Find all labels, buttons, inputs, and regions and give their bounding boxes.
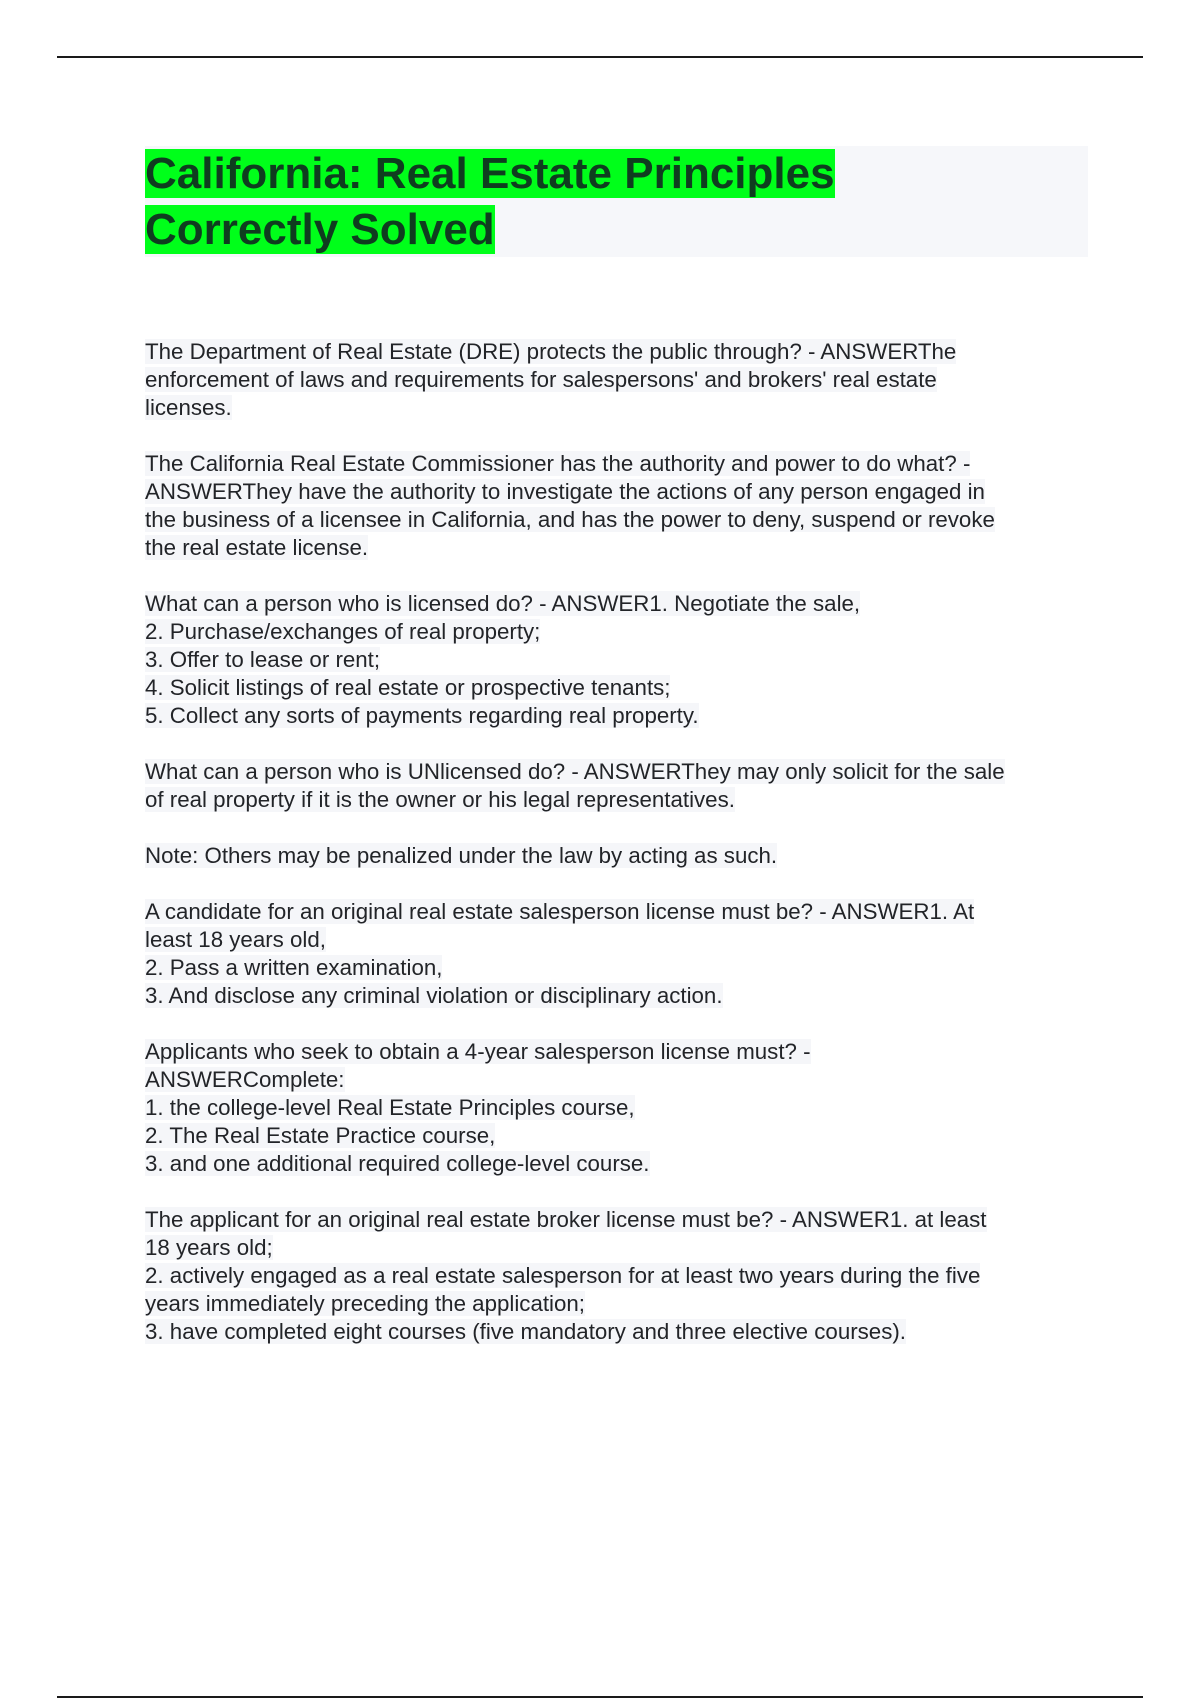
title-line-2: Correctly Solved (145, 205, 495, 254)
qa-line (145, 590, 1095, 618)
qa-line (145, 1122, 1095, 1150)
qa-line (145, 1234, 1095, 1262)
qa-line (145, 1206, 1095, 1234)
qa-line-text: of real property if it is the owner or his legal representatives. (145, 787, 735, 812)
qa-line (145, 646, 1095, 674)
qa-line-text: enforcement of laws and requirements for salespersons' and brokers' real estate (145, 367, 937, 392)
qa-line-text: least 18 years old, (145, 927, 326, 952)
qa-line-text: 2. Purchase/exchanges of real property; (145, 619, 541, 644)
qa-line (145, 954, 1095, 982)
qa-line (145, 338, 1095, 366)
qa-line-text: 2. The Real Estate Practice course, (145, 1123, 496, 1148)
qa-line (145, 1318, 1095, 1346)
qa-line (145, 1150, 1095, 1178)
qa-line-text: 3. And disclose any criminal violation or disciplinary action. (145, 983, 723, 1008)
qa-item (145, 1038, 1095, 1178)
qa-line-text: 3. Offer to lease or rent; (145, 647, 381, 672)
qa-line (145, 926, 1095, 954)
qa-line-text: The Department of Real Estate (DRE) protects the public through? - ANSWERThe (145, 339, 957, 364)
qa-line-text: The applicant for an original real estate broker license must be? - ANSWER1. at least (145, 1207, 987, 1232)
qa-line (145, 842, 1095, 870)
qa-line (145, 394, 1095, 422)
qa-line (145, 1038, 1095, 1066)
qa-item (145, 450, 1095, 562)
title-line-1: California: Real Estate Principles (145, 149, 835, 198)
qa-line (145, 1066, 1095, 1094)
title-block (145, 146, 1088, 257)
qa-line-text: 3. have completed eight courses (five mandatory and three elective courses). (145, 1319, 906, 1344)
qa-line-text: 18 years old; (145, 1235, 273, 1260)
qa-line-text: Note: Others may be penalized under the law by acting as such. (145, 843, 778, 868)
qa-line-text: ANSWERThey have the authority to investigate the actions of any person engaged in (145, 479, 985, 504)
qa-item (145, 758, 1095, 814)
qa-line (145, 1290, 1095, 1318)
page-title (145, 146, 1088, 258)
qa-line (145, 786, 1095, 814)
qa-item (145, 590, 1095, 730)
qa-line-text: What can a person who is licensed do? - ANSWER1. Negotiate the sale, (145, 591, 861, 616)
qa-line (145, 702, 1095, 730)
qa-line-text: The California Real Estate Commissioner has the authority and power to do what? - (145, 451, 971, 476)
qa-line-text: licenses. (145, 395, 232, 420)
qa-line (145, 534, 1095, 562)
qa-list (145, 338, 1095, 1374)
qa-line-text: What can a person who is UNlicensed do? - ANSWERThey may only solicit for the sale (145, 759, 1005, 784)
qa-line (145, 1262, 1095, 1290)
qa-item (145, 898, 1095, 1010)
qa-line (145, 618, 1095, 646)
qa-line-text: ANSWERComplete: (145, 1067, 345, 1092)
qa-line (145, 758, 1095, 786)
qa-item (145, 842, 1095, 870)
qa-line-text: A candidate for an original real estate salesperson license must be? - ANSWER1. At (145, 899, 975, 924)
qa-line-text: Applicants who seek to obtain a 4-year salesperson license must? - (145, 1039, 811, 1064)
qa-line-text: the business of a licensee in California, and has the power to deny, suspend or revoke (145, 507, 995, 532)
qa-line-text: 4. Solicit listings of real estate or prospective tenants; (145, 675, 671, 700)
qa-line (145, 366, 1095, 394)
qa-line (145, 674, 1095, 702)
qa-line-text: 3. and one additional required college-level course. (145, 1151, 650, 1176)
bottom-rule (57, 1696, 1143, 1698)
qa-line-text: years immediately preceding the application; (145, 1291, 585, 1316)
qa-line-text: 5. Collect any sorts of payments regarding real property. (145, 703, 699, 728)
qa-line-text: the real estate license. (145, 535, 369, 560)
qa-line (145, 982, 1095, 1010)
qa-line (145, 450, 1095, 478)
qa-line-text: 2. actively engaged as a real estate salesperson for at least two years during the five (145, 1263, 981, 1288)
qa-line (145, 898, 1095, 926)
top-rule (57, 56, 1143, 58)
qa-item (145, 1206, 1095, 1346)
qa-line-text: 1. the college-level Real Estate Principles course, (145, 1095, 635, 1120)
qa-line (145, 478, 1095, 506)
qa-line (145, 506, 1095, 534)
qa-line (145, 1094, 1095, 1122)
qa-line-text: 2. Pass a written examination, (145, 955, 443, 980)
qa-item (145, 338, 1095, 422)
